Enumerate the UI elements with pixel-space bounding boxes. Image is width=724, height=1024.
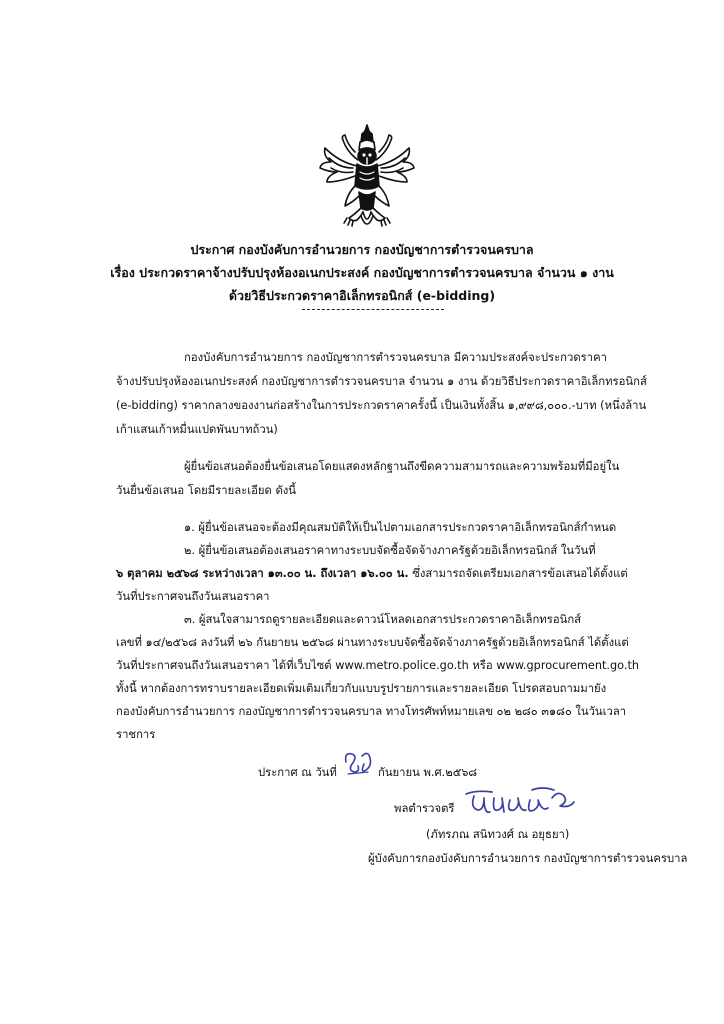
handwritten-date-number [340,748,376,782]
announcement-date-prefix: ประกาศ ณ วันที่ [258,766,337,779]
announcement-subject: เรื่อง ประกวดราคาจ้างปรับปรุงห้องอเนกประสงค์ กองบัญชาการตำรวจนครบาล จำนวน ๑ งาน [110,265,614,280]
signer-rank: พลตำรวจตรี [394,802,455,815]
item-3-line-4: ทั้งนี้ หากต้องการทราบรายละเอียดเพิ่มเติมเกี่ยวกับแบบรูปรายการและรายละเอียด โปรดสอบถามมายัง [116,682,607,695]
announcement-date-suffix: กันยายน พ.ศ.๒๕๖๘ [378,766,478,779]
announcement-title: ประกาศ กองบังคับการอำนวยการ กองบัญชาการตำรวจนครบาล [190,242,534,257]
garuda-emblem-icon [317,122,417,234]
item-3-line-2: เลขที่ ๑๔/๒๕๖๘ ลงวันที่ ๒๖ กันยายน ๒๕๖๘ ผ่านทางระบบจัดซื้อจัดจ้างภาครัฐด้วยอิเล็กทรอนิกส์ ได้ตั้งแต่ [116,636,629,649]
item-2-line-1: ๒. ผู้ยื่นข้อเสนอต้องเสนอราคาทางระบบจัดซื้อจัดจ้างภาครัฐด้วยอิเล็กทรอนิกส์ ในวันที่ [184,544,596,557]
paragraph-1-line-4: เก้าแสนเก้าหมื่นแปดพันบาทถ้วน) [116,423,278,436]
paragraph-1-line-2: จ้างปรับปรุงห้องอเนกประสงค์ กองบัญชาการตำรวจนครบาล จำนวน ๑ งาน ด้วยวิธีประกวดราคาอิเล็กทรอนิกส์ [116,375,647,388]
item-3-line-6: ราชการ [116,728,156,741]
announcement-method: ด้วยวิธีประกวดราคาอิเล็กทรอนิกส์ (e-bidding) [228,288,496,303]
item-3-line-1: ๓. ผู้สนใจสามารถดูรายละเอียดและดาวน์โหลดเอกสารประกวดราคาอิเล็กทรอนิกส์ [184,613,582,626]
paragraph-1-line-1: กองบังคับการอำนวยการ กองบัญชาการตำรวจนครบาล มีความประสงค์จะประกวดราคา [184,351,607,364]
paragraph-2-line-1: ผู้ยื่นข้อเสนอต้องยื่นข้อเสนอโดยแสดงหลักฐานถึงขีดความสามารถและความพร้อมที่มีอยู่ใน [184,460,620,473]
signer-name: (ภัทรภณ สนิทวงศ์ ณ อยุธยา) [426,828,570,841]
item-2-line-2-rest: ซึ่งสามารถจัดเตรียมเอกสารข้อเสนอได้ตั้งแต่ [408,567,628,580]
signer-position: ผู้บังคับการกองบังคับการอำนวยการ กองบัญชาการตำรวจนครบาล [368,852,688,865]
handwritten-signature-icon [462,784,582,824]
item-2-line-3: วันที่ประกาศจนถึงวันเสนอราคา [116,590,270,603]
item-3-line-3: วันที่ประกาศจนถึงวันเสนอราคา ได้ที่เว็บไซต์ www.metro.police.go.th หรือ www.gprocurement.go.th [116,659,640,672]
item-2-line-2 [116,565,628,583]
paragraph-1-line-3: (e-bidding) ราคากลางของงานก่อสร้างในการประกวดราคาครั้งนี้ เป็นเงินทั้งสิ้น ๑,๙๙๘,๐๐๐.-บาท (หนึ่งล้าน [116,399,647,412]
item-3-line-5: กองบังคับการอำนวยการ กองบัญชาการตำรวจนครบาล ทางโทรศัพท์หมายเลข ๐๒ ๒๘๐ ๓๑๘๐ ในวันเวลา [116,705,627,718]
heading-divider [302,309,444,310]
paragraph-2-line-2: วันยื่นข้อเสนอ โดยมีรายละเอียด ดังนี้ [116,484,297,497]
item-1-text: ๑. ผู้ยื่นข้อเสนอจะต้องมีคุณสมบัติให้เป็นไปตามเอกสารประกวดราคาอิเล็กทรอนิกส์กำหนด [184,521,617,534]
bidding-date-time: ๖ ตุลาคม ๒๕๖๘ ระหว่างเวลา ๑๓.๐๐ น. ถึงเวลา ๑๖.๐๐ น. [116,567,409,580]
